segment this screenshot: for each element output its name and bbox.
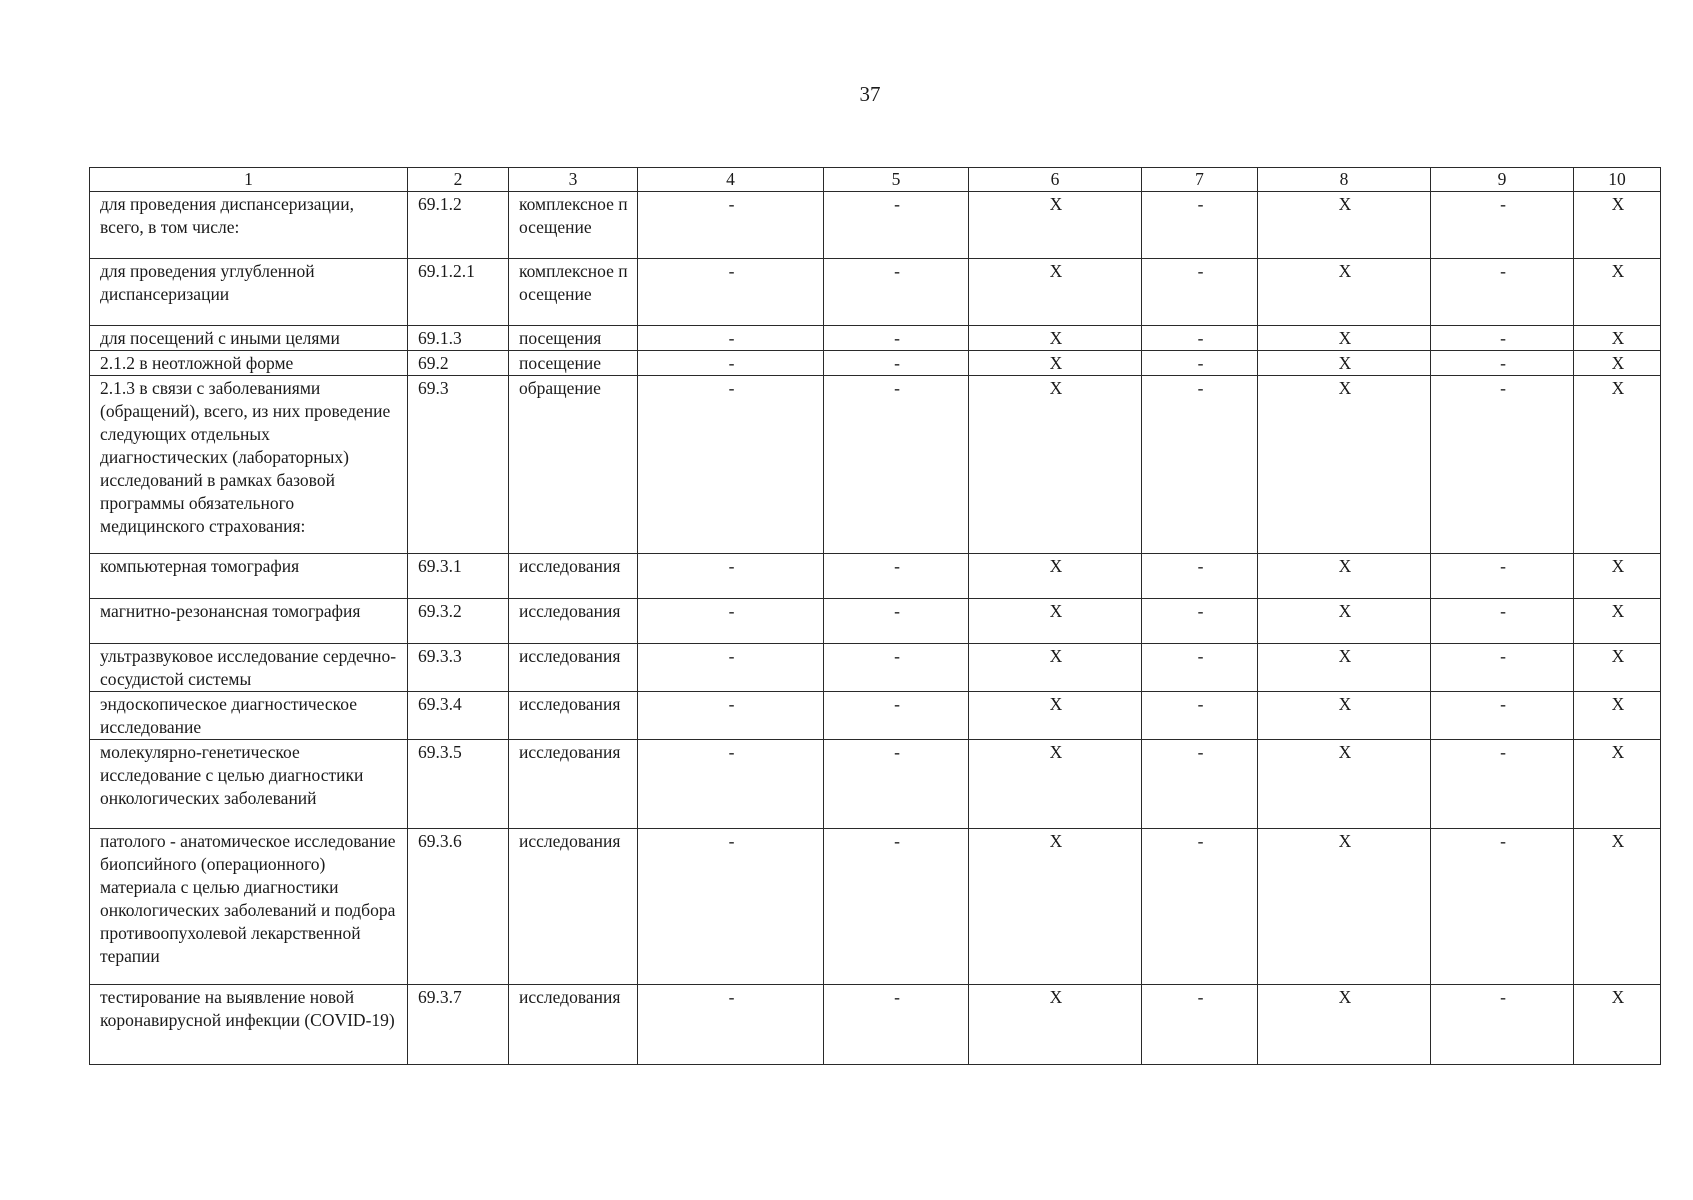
column-header: 6: [969, 168, 1142, 192]
page-number: 37: [859, 82, 881, 106]
row-value-cell: -: [1431, 599, 1574, 644]
row-name-cell: для посещений с иными целями: [90, 326, 408, 351]
row-value-cell: X: [1574, 985, 1661, 1065]
row-unit-cell: исследования: [509, 829, 638, 985]
row-value-cell: -: [638, 376, 824, 554]
row-value-cell: X: [1258, 192, 1431, 259]
row-value-cell: -: [824, 259, 969, 326]
row-value-cell: X: [969, 259, 1142, 326]
row-code-cell: 69.3.4: [408, 692, 509, 740]
row-value-cell: -: [824, 644, 969, 692]
row-value-cell: X: [1258, 644, 1431, 692]
row-code-cell: 69.3.6: [408, 829, 509, 985]
row-value-cell: X: [1258, 259, 1431, 326]
row-value-cell: X: [969, 599, 1142, 644]
row-value-cell: -: [824, 740, 969, 829]
row-value-cell: X: [1574, 644, 1661, 692]
row-value-cell: X: [969, 192, 1142, 259]
row-unit-cell: исследования: [509, 599, 638, 644]
row-value-cell: X: [1574, 192, 1661, 259]
table-row: [90, 985, 1661, 1065]
row-name-cell: магнитно-резонансная томография: [90, 599, 408, 644]
row-name-cell: 2.1.2 в неотложной форме: [90, 351, 408, 376]
row-value-cell: -: [1142, 376, 1258, 554]
row-value-cell: -: [1142, 259, 1258, 326]
column-header: 9: [1431, 168, 1574, 192]
row-value-cell: -: [1431, 192, 1574, 259]
row-value-cell: X: [1258, 351, 1431, 376]
table-row: [90, 259, 1661, 326]
row-code-cell: 69.3: [408, 376, 509, 554]
row-code-cell: 69.1.2.1: [408, 259, 509, 326]
column-header: 2: [408, 168, 509, 192]
row-value-cell: -: [1142, 326, 1258, 351]
row-value-cell: X: [969, 326, 1142, 351]
row-value-cell: -: [1431, 829, 1574, 985]
medical-services-table: [89, 167, 1661, 1065]
row-value-cell: -: [1142, 692, 1258, 740]
row-code-cell: 69.1.3: [408, 326, 509, 351]
row-value-cell: -: [1431, 740, 1574, 829]
row-value-cell: -: [1431, 644, 1574, 692]
row-value-cell: -: [1142, 829, 1258, 985]
table-row: [90, 692, 1661, 740]
row-code-cell: 69.3.7: [408, 985, 509, 1065]
row-unit-cell: исследования: [509, 985, 638, 1065]
row-unit-cell: исследования: [509, 692, 638, 740]
row-value-cell: X: [1574, 351, 1661, 376]
row-unit-cell: обращение: [509, 376, 638, 554]
row-value-cell: X: [1258, 554, 1431, 599]
row-value-cell: -: [638, 192, 824, 259]
column-header: 7: [1142, 168, 1258, 192]
table-row: [90, 829, 1661, 985]
row-value-cell: -: [638, 985, 824, 1065]
row-value-cell: X: [1258, 599, 1431, 644]
row-value-cell: X: [1574, 740, 1661, 829]
row-value-cell: -: [824, 192, 969, 259]
row-name-cell: молекулярно-генетическое исследование с целью диагностики онкологических заболеваний: [90, 740, 408, 829]
row-value-cell: -: [824, 554, 969, 599]
row-value-cell: -: [1142, 644, 1258, 692]
row-value-cell: -: [638, 259, 824, 326]
row-value-cell: X: [969, 985, 1142, 1065]
row-value-cell: -: [1142, 740, 1258, 829]
row-value-cell: -: [1142, 351, 1258, 376]
table-row: [90, 644, 1661, 692]
table-row: [90, 192, 1661, 259]
row-value-cell: -: [824, 351, 969, 376]
row-value-cell: -: [638, 829, 824, 985]
row-name-cell: для проведения углубленной диспансеризации: [90, 259, 408, 326]
row-value-cell: X: [969, 692, 1142, 740]
row-value-cell: X: [1574, 326, 1661, 351]
row-value-cell: X: [1574, 692, 1661, 740]
table-row: [90, 326, 1661, 351]
row-code-cell: 69.1.2: [408, 192, 509, 259]
row-value-cell: -: [824, 376, 969, 554]
row-value-cell: -: [824, 692, 969, 740]
row-name-cell: патолого - анатомическое исследование биопсийного (операционного) материала с целью диагностики онкологических заболеваний и подбора противоопухолевой лекарственной терапии: [90, 829, 408, 985]
row-value-cell: X: [1574, 599, 1661, 644]
table-row: [90, 351, 1661, 376]
row-value-cell: -: [1142, 985, 1258, 1065]
header-row: [90, 168, 1661, 192]
row-value-cell: -: [1142, 599, 1258, 644]
row-value-cell: -: [1431, 376, 1574, 554]
row-value-cell: -: [824, 985, 969, 1065]
row-value-cell: -: [1431, 692, 1574, 740]
column-header: 8: [1258, 168, 1431, 192]
row-code-cell: 69.3.5: [408, 740, 509, 829]
row-name-cell: эндоскопическое диагностическое исследование: [90, 692, 408, 740]
row-value-cell: X: [1258, 829, 1431, 985]
row-value-cell: X: [969, 740, 1142, 829]
row-value-cell: -: [1142, 192, 1258, 259]
row-value-cell: -: [638, 599, 824, 644]
row-value-cell: -: [1431, 326, 1574, 351]
row-value-cell: X: [969, 829, 1142, 985]
row-code-cell: 69.2: [408, 351, 509, 376]
column-header: 4: [638, 168, 824, 192]
row-value-cell: -: [638, 740, 824, 829]
row-unit-cell: комплексное посещение: [509, 259, 638, 326]
row-unit-cell: исследования: [509, 740, 638, 829]
row-value-cell: -: [824, 599, 969, 644]
row-value-cell: -: [638, 644, 824, 692]
row-value-cell: X: [1258, 740, 1431, 829]
table-row: [90, 740, 1661, 829]
row-unit-cell: исследования: [509, 644, 638, 692]
table-body: [90, 192, 1661, 1065]
row-value-cell: X: [1574, 376, 1661, 554]
row-value-cell: X: [1258, 692, 1431, 740]
row-name-cell: для проведения диспансеризации, всего, в том числе:: [90, 192, 408, 259]
row-value-cell: X: [969, 351, 1142, 376]
row-unit-cell: посещения: [509, 326, 638, 351]
row-value-cell: -: [638, 692, 824, 740]
row-value-cell: -: [638, 351, 824, 376]
row-value-cell: X: [1574, 259, 1661, 326]
row-name-cell: тестирование на выявление новой коронавирусной инфекции (COVID-19): [90, 985, 408, 1065]
row-value-cell: -: [1431, 985, 1574, 1065]
row-value-cell: X: [1574, 554, 1661, 599]
row-unit-cell: посещение: [509, 351, 638, 376]
row-value-cell: X: [969, 644, 1142, 692]
table-row: [90, 376, 1661, 554]
row-value-cell: -: [1431, 351, 1574, 376]
row-value-cell: X: [969, 554, 1142, 599]
row-value-cell: -: [1431, 554, 1574, 599]
table-row: [90, 599, 1661, 644]
column-header: 3: [509, 168, 638, 192]
column-header: 10: [1574, 168, 1661, 192]
row-value-cell: X: [969, 376, 1142, 554]
column-header: 1: [90, 168, 408, 192]
row-value-cell: X: [1258, 985, 1431, 1065]
row-unit-cell: исследования: [509, 554, 638, 599]
row-value-cell: X: [1258, 326, 1431, 351]
row-name-cell: компьютерная томография: [90, 554, 408, 599]
row-value-cell: -: [638, 554, 824, 599]
row-value-cell: X: [1574, 829, 1661, 985]
row-code-cell: 69.3.2: [408, 599, 509, 644]
column-header: 5: [824, 168, 969, 192]
row-unit-cell: комплексное посещение: [509, 192, 638, 259]
row-value-cell: -: [638, 326, 824, 351]
row-code-cell: 69.3.1: [408, 554, 509, 599]
table-row: [90, 554, 1661, 599]
row-name-cell: 2.1.3 в связи с заболеваниями (обращений), всего, из них проведение следующих отдельных диагностических (лабораторных) исследований в рамках базовой программы обязательного медицинского страхования:: [90, 376, 408, 554]
row-value-cell: X: [1258, 376, 1431, 554]
row-name-cell: ультразвуковое исследование сердечно-сосудистой системы: [90, 644, 408, 692]
row-code-cell: 69.3.3: [408, 644, 509, 692]
row-value-cell: -: [824, 829, 969, 985]
row-value-cell: -: [824, 326, 969, 351]
row-value-cell: -: [1431, 259, 1574, 326]
row-value-cell: -: [1142, 554, 1258, 599]
